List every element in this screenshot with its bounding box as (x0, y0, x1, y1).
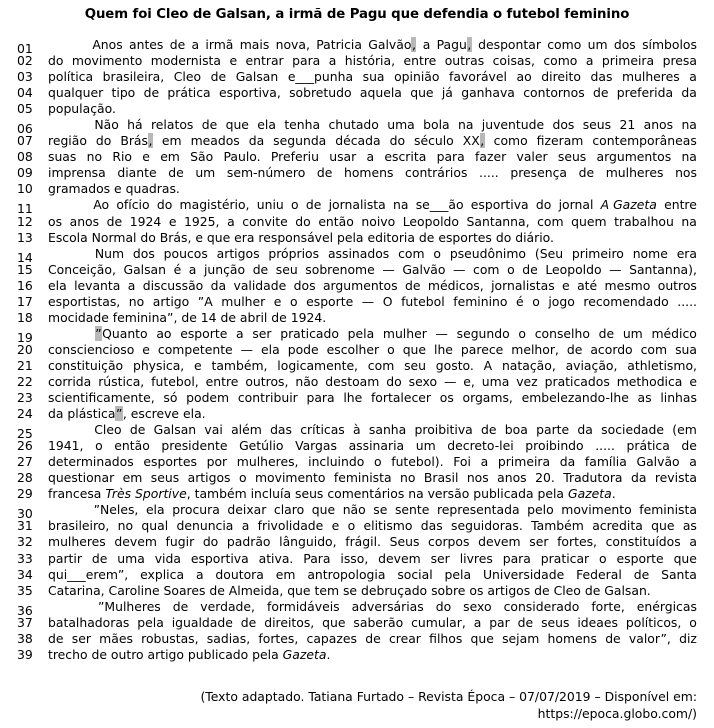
text-line (17, 518, 697, 534)
ellipsis-gap: ..... (595, 438, 615, 454)
line-text: Num dos poucos artigos próprios assinados com o pseudônimo (Seu primeiro nome era (94, 245, 697, 261)
line-number: 17 (17, 293, 33, 309)
line-text: 1941, o então presidente Getúlio Vargas assinaria um decreto-lei proibindo ..... prática de (48, 438, 697, 454)
line-text: trecho de outro artigo publicado pela Gazeta. (48, 646, 331, 662)
line-number: 29 (17, 486, 33, 502)
line-text: Não há relatos de que ela tenha chutado uma bola na juventude dos seus 21 anos na (94, 117, 697, 133)
line-number: 11 (17, 201, 33, 217)
page-title: Quem foi Cleo de Galsan, a irmã de Pagu que defendia o futebol feminino (84, 7, 630, 22)
text-line (17, 230, 697, 246)
line-text: Catarina, Caroline Soares de Almeida, que tem se debruçado sobre os artigos de Cleo de Galsan. (48, 582, 651, 598)
source-line-1: (Texto adaptado. Tatiana Furtado – Revista Época – 07/07/2019 – Disponível em: (200, 689, 697, 704)
text-line (17, 310, 697, 326)
line-text: scientificamente, só podem contribuir para lhe fortalecer os orgams, embelezando-lhe as linhas (48, 390, 697, 406)
italic-term: Gazeta (282, 646, 327, 662)
line-text: brasileiro, no qual denuncia a frivolidade e o elitismo das seguidoras. Também acredita que as (48, 518, 697, 534)
line-number: 25 (17, 426, 33, 442)
line-number: 27 (17, 454, 33, 470)
line-number: 23 (17, 390, 33, 406)
text-line (17, 181, 697, 197)
line-number: 14 (17, 249, 33, 265)
line-number: 30 (17, 506, 33, 522)
text-line (17, 486, 697, 502)
source-line-2: https://epoca.globo.com/) (537, 706, 697, 721)
line-number: 06 (17, 121, 33, 137)
ellipsis-gap: ..... (677, 293, 697, 309)
text-line (17, 69, 697, 85)
line-number: 02 (17, 53, 33, 69)
line-number: 39 (17, 646, 33, 662)
text-line (17, 149, 697, 165)
line-number: 32 (17, 534, 33, 550)
text-line (17, 583, 697, 599)
line-number: 07 (17, 133, 33, 149)
text-line (17, 294, 697, 310)
line-number: 08 (17, 149, 33, 165)
text-line (17, 165, 697, 181)
line-number: 16 (17, 277, 33, 293)
line-text: qualquer tipo de prática esportiva, sobretudo aquela que já ganhava contornos de preferida da (48, 85, 697, 101)
line-text: de ser mães robustas, sadias, fortes, capazes de crear filhos que sejam homens de valor”, diz (48, 630, 697, 646)
line-text: batalhadoras pela igualdade de direitos, que saberão cumular, a par de seus ideaes políticos, o (48, 614, 697, 630)
text-line (17, 85, 697, 101)
line-text: região do Brás, em meados da segunda década do século XX, como fizeram contemporâneas (48, 133, 697, 149)
line-text: ”Neles, ela procura deixar claro que não se sente representada pelo movimento feminista (93, 502, 697, 518)
text-line (17, 342, 697, 358)
highlight-mark: , (411, 37, 416, 52)
highlight-mark: , (480, 133, 485, 149)
text-line (17, 37, 697, 56)
text-line (17, 262, 697, 278)
italic-term: Gazeta (567, 486, 612, 502)
numbered-text-body (0, 37, 714, 663)
line-text: determinados esportes por mulheres, incluindo o futebol). Foi a primeira da família Galvão a (48, 454, 697, 470)
line-text: Escola Normal do Brás, e que era responsável pela editoria de esportes do diário. (48, 229, 554, 245)
line-text: corrida rústica, futebol, entre outros, não destoam do sexo — e, uma vez praticados methodica e (48, 373, 697, 389)
line-text: imprensa diante de um sem-número de homens contrários ..... presença de mulheres nos (48, 165, 697, 181)
line-text: esportistas, no artigo ”A mulher e o esporte — O futebol feminino é o jogo recomendado ..... (48, 293, 697, 309)
line-text: Cleo de Galsan vai além das críticas à sanha proibitiva de boa parte da sociedade (em (94, 422, 697, 438)
line-text: Anos antes de a irmã mais nova, Patricia Galvão, a Pagu, despontar como um dos símbolos (92, 37, 697, 52)
line-text: qui___erem”, explica a doutora em antropologia social pela Universidade Federal de Santa (48, 566, 697, 582)
line-text: consciencioso e competente — ela pode escolher o que lhe parece melhor, de acordo com sua (48, 341, 697, 357)
text-line (17, 422, 697, 442)
text-line (17, 631, 697, 647)
line-number: 28 (17, 470, 33, 486)
line-number: 09 (17, 165, 33, 181)
highlight-mark: , (148, 133, 153, 149)
line-number: 35 (17, 582, 33, 598)
line-number: 04 (17, 85, 33, 101)
text-line (17, 615, 697, 631)
line-number: 26 (17, 438, 33, 454)
text-line (17, 406, 697, 422)
text-line (17, 438, 697, 454)
line-text: ”Quanto ao esporte a ser praticado pela mulher — segundo o conselho de um médico (95, 325, 697, 341)
line-text: partir de uma vida esportiva ativa. Para isso, devem ser livres para praticar o esporte que (48, 550, 697, 566)
line-text: Conceição, Galsan é a junção de seu sobrenome — Galvão — com o de Leopoldo — Santanna), (48, 261, 697, 277)
text-line (17, 117, 697, 137)
line-number: 20 (17, 341, 33, 357)
line-text: mulheres devem fugir do padrão lânguido, frágil. Seus corpos devem ser fortes, constituídos a (48, 534, 697, 550)
ellipsis-gap: ..... (479, 165, 499, 181)
document-page (0, 7, 714, 728)
text-line (17, 358, 697, 374)
text-line (17, 133, 697, 149)
text-line (17, 534, 697, 550)
line-number: 03 (17, 69, 33, 85)
line-number: 05 (17, 101, 33, 117)
line-number: 24 (17, 406, 33, 422)
text-line (17, 278, 697, 294)
line-number: 15 (17, 261, 33, 277)
text-line (17, 551, 697, 567)
line-text: francesa Très Sportive, também incluía seus comentários na versão publicada pela Gazeta. (48, 486, 616, 502)
line-number: 19 (17, 329, 33, 345)
line-text: população. (48, 101, 116, 117)
line-text: suas no Rio e em São Paulo. Preferiu usar a escrita para fazer valer seus argumentos na (48, 149, 697, 165)
line-number: 31 (17, 518, 33, 534)
text-line (17, 470, 697, 486)
line-number: 34 (17, 566, 33, 582)
line-number: 10 (17, 181, 33, 197)
line-number: 36 (17, 602, 33, 618)
line-text: mocidade feminina”, de 14 de abril de 1924. (48, 309, 327, 325)
line-text: os anos de 1924 e 1925, a convite do então noivo Leopoldo Santanna, com quem trabalhou na (48, 213, 697, 229)
blank-gap: e___punha (287, 69, 354, 85)
text-line (17, 245, 697, 265)
text-line (17, 374, 697, 390)
source-attribution (137, 688, 697, 722)
line-number: 12 (17, 213, 33, 229)
text-line (17, 197, 697, 217)
line-text: do movimento modernista e entrar para a história, entre outras coisas, como a primeira presa (48, 53, 697, 69)
highlight-mark: ” (115, 406, 123, 422)
text-line (17, 454, 697, 470)
line-number: 18 (17, 309, 33, 325)
highlight-mark: ” (95, 325, 102, 341)
text-line (17, 390, 697, 406)
highlight-mark: , (467, 37, 472, 52)
blank-gap: se___ão (415, 197, 464, 213)
text-line (17, 567, 697, 583)
italic-term: A Gazeta (600, 197, 657, 213)
line-text: ela levanta a discussão da validade dos argumentos de médicos, jornalistas e até mesmo outros (48, 277, 697, 293)
line-number: 22 (17, 373, 33, 389)
italic-term: Très Sportive (105, 486, 187, 502)
text-line (17, 214, 697, 230)
text-line (17, 325, 697, 345)
line-number: 37 (17, 614, 33, 630)
line-text: da plástica”, escreve ela. (48, 406, 206, 422)
line-text: Ao ofício do magistério, uniu o de jornalista na se___ão esportiva do jornal A Gazeta entre (93, 197, 697, 213)
text-line (17, 598, 697, 618)
blank-gap: qui___erem”, (48, 566, 129, 582)
line-number: 33 (17, 550, 33, 566)
text-line (17, 53, 697, 69)
line-number: 13 (17, 229, 33, 245)
line-text: questionar em seus artigos o movimento feminista no Brasil nos anos 20. Tradutora da revista (48, 470, 697, 486)
text-line (17, 502, 697, 522)
line-text: política brasileira, Cleo de Galsan e___punha sua opinião favorável ao direito das mulheres a (48, 69, 697, 85)
text-line (17, 647, 697, 663)
line-number: 38 (17, 630, 33, 646)
line-text: ”Mulheres de verdade, formidáveis adversárias do sexo considerado forte, enérgicas (97, 598, 697, 614)
line-number: 01 (17, 41, 33, 56)
text-line (17, 101, 697, 117)
line-number: 21 (17, 357, 33, 373)
line-text: constituição physica, e também, logicamente, com seu gosto. A natação, aviação, athletismo, (48, 357, 697, 373)
line-text: gramados e quadras. (48, 181, 180, 197)
